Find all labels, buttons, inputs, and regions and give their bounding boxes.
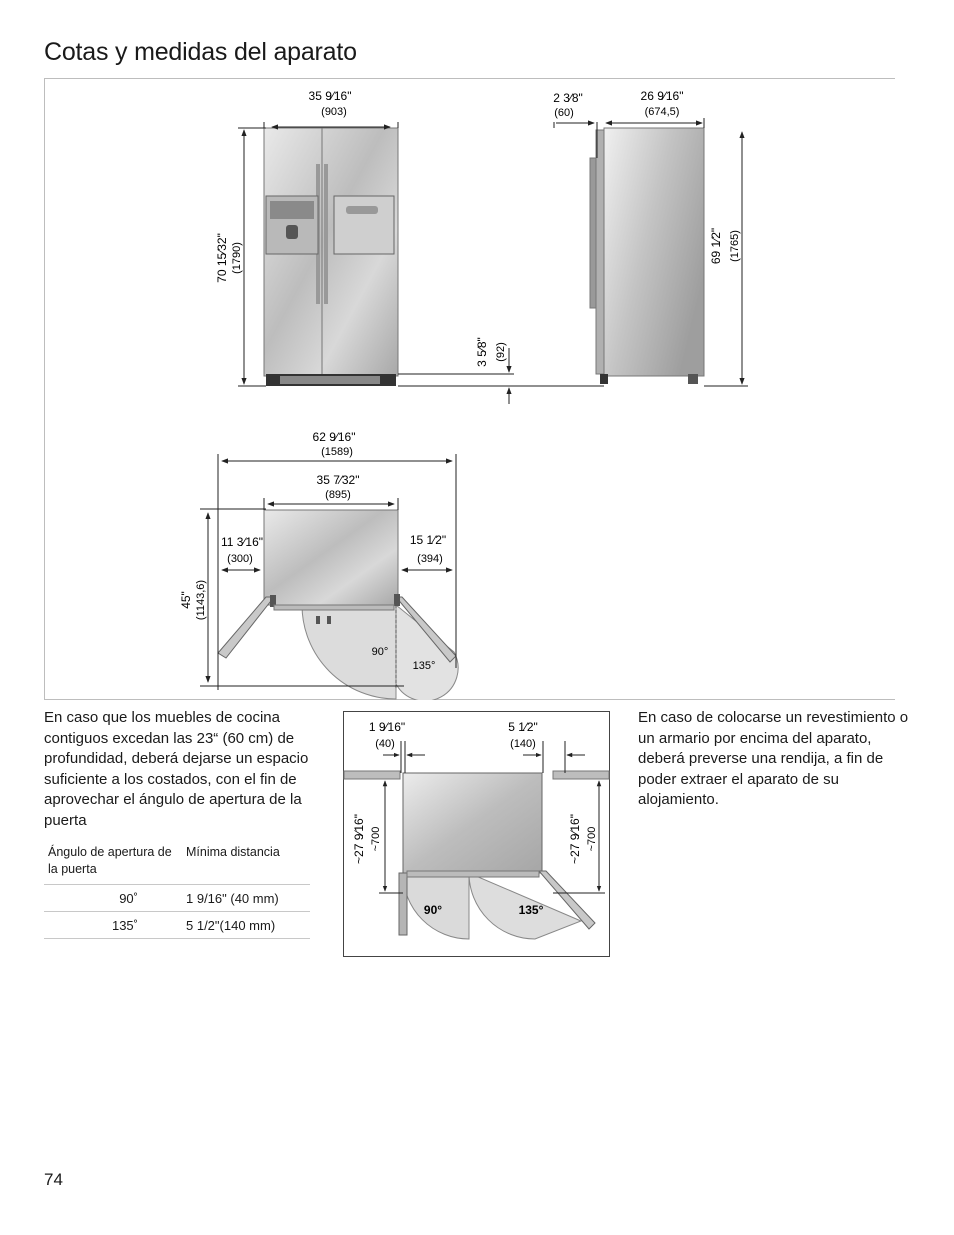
table-cell-angle: 90˚ bbox=[44, 885, 182, 912]
table-cell-distance: 5 1/2"(140 mm) bbox=[182, 912, 310, 939]
foot-height-mm: (92) bbox=[495, 342, 507, 362]
front-view-fridge bbox=[264, 128, 398, 386]
table-header-distance: Mínima distancia bbox=[186, 845, 280, 859]
door-clearance-table bbox=[44, 842, 310, 939]
side-gap-mm: (60) bbox=[554, 107, 574, 119]
table-row bbox=[44, 885, 310, 912]
table-cell-distance: 1 9/16" (40 mm) bbox=[182, 885, 310, 912]
top-depth-inch: 45" bbox=[179, 591, 193, 609]
front-height-inch: 70 15⁄32" bbox=[215, 233, 229, 283]
side-gap-inch: 2 3⁄8" bbox=[553, 91, 583, 105]
top-depth-mm: (1143,6) bbox=[195, 579, 207, 621]
table-cell-angle: 135˚ bbox=[44, 912, 182, 939]
installation-note-right: En caso de colocarse un revestimiento o un armario por encima del aparato, deberá preverse una rendija, a fin de poder extraer el aparato de su alojamiento. bbox=[638, 709, 909, 808]
side-depth-mm: (674,5) bbox=[644, 106, 680, 118]
small-depth-right-inch: ~27 9⁄16" bbox=[568, 814, 582, 864]
page-title: Cotas y medidas del aparato bbox=[44, 38, 357, 66]
top-right-clear-mm: (394) bbox=[417, 553, 443, 565]
top-left-clear-mm: (300) bbox=[227, 553, 253, 565]
angle-90-label: 90° bbox=[371, 646, 389, 658]
side-view-fridge bbox=[590, 128, 704, 384]
front-width-inch: 35 9⁄16" bbox=[308, 89, 352, 103]
top-total-width-mm: (1589) bbox=[321, 446, 353, 458]
installation-note-left: En caso que los muebles de cocina contiguos excedan las 23“ (60 cm) de profundidad, deberá dejarse un espacio suficiente a los costados, con el fin de aprovechar el ángulo de apertura de la puerta bbox=[44, 709, 309, 829]
small-angle-90-label: 90° bbox=[423, 903, 443, 917]
small-left-gap-inch: 1 9⁄16" bbox=[368, 720, 406, 734]
table-header-angle: Ángulo de apertura de la puerta bbox=[48, 845, 172, 876]
small-depth-left-inch: ~27 9⁄16" bbox=[352, 814, 366, 864]
top-left-clear-inch: 11 3⁄16" bbox=[220, 535, 264, 549]
small-right-gap-inch: 5 1⁄2" bbox=[508, 720, 538, 734]
small-depth-right-mm: ~700 bbox=[586, 826, 598, 852]
foot-height-inch: 3 5⁄8" bbox=[475, 337, 489, 367]
side-height-mm: (1765) bbox=[729, 230, 741, 262]
small-angle-135-label: 135° bbox=[518, 903, 544, 917]
side-height-inch: 69 1⁄2" bbox=[709, 227, 723, 265]
small-depth-left-mm: ~700 bbox=[370, 826, 382, 852]
top-body-width-mm: (895) bbox=[325, 489, 351, 501]
top-body-width-inch: 35 7⁄32" bbox=[316, 473, 360, 487]
angle-135-label: 135° bbox=[412, 660, 436, 672]
built-in-clearance-figure bbox=[343, 711, 610, 957]
small-right-gap-mm: (140) bbox=[510, 738, 536, 750]
page-number: 74 bbox=[44, 1170, 63, 1189]
table-row bbox=[44, 912, 310, 939]
top-right-clear-inch: 15 1⁄2" bbox=[409, 533, 447, 547]
side-depth-inch: 26 9⁄16" bbox=[640, 89, 684, 103]
appliance-dimensions-figure bbox=[44, 78, 895, 700]
top-total-width-inch: 62 9⁄16" bbox=[312, 430, 356, 444]
front-width-mm: (903) bbox=[321, 106, 347, 118]
small-left-gap-mm: (40) bbox=[375, 738, 395, 750]
front-height-mm: (1790) bbox=[231, 242, 243, 274]
